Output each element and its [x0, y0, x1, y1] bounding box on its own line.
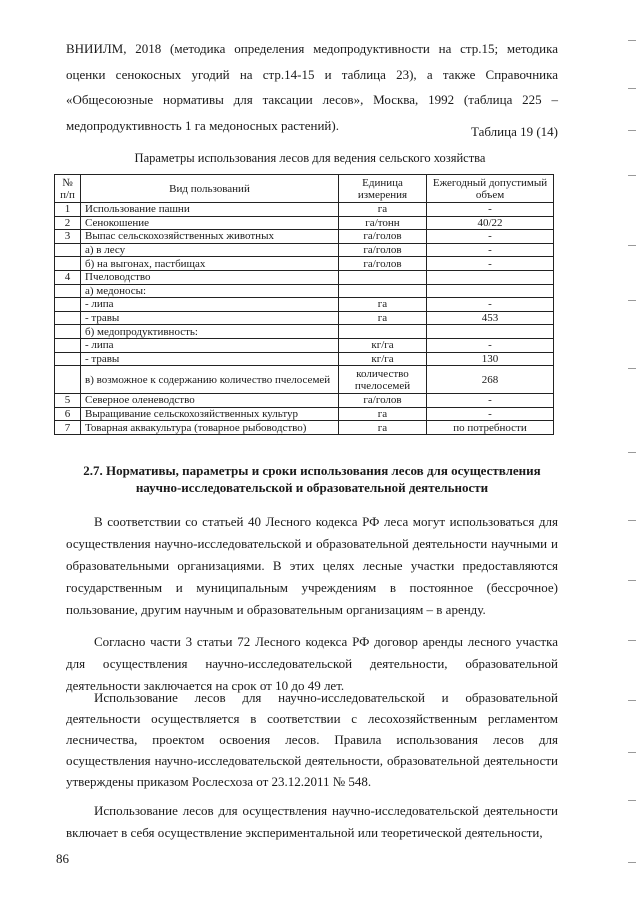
row-volume [427, 284, 554, 298]
row-volume: - [427, 394, 554, 408]
table-caption: Параметры использования лесов для ведения сельского хозяйства [134, 151, 486, 165]
table-row [55, 338, 554, 352]
row-num: 6 [55, 407, 81, 421]
row-num: 2 [55, 216, 81, 230]
table-row [55, 298, 554, 312]
row-num: 5 [55, 394, 81, 408]
table-row [55, 216, 554, 230]
row-unit: га [339, 407, 427, 421]
row-name: Северное оленеводство [81, 394, 339, 408]
row-num: 1 [55, 203, 81, 217]
row-volume: - [427, 407, 554, 421]
header-unit: Единица измерения [339, 175, 427, 203]
row-volume [427, 270, 554, 284]
row-unit: количество пчелосемей [339, 366, 427, 394]
paragraph: Использование лесов для осуществления научно-исследовательской деятельности включает в себя осуществление экспериментальной или теоретической деятельности, [66, 803, 558, 840]
row-volume: 130 [427, 352, 554, 366]
page-number: 86 [56, 851, 69, 866]
row-unit: га/голов [339, 394, 427, 408]
row-num [55, 311, 81, 325]
row-volume: - [427, 230, 554, 244]
table-number: Таблица 19 (14) [470, 124, 558, 139]
row-name: в) возможное к содержанию количество пчелосемей [81, 366, 339, 394]
row-name: Товарная аквакультура (товарное рыбоводство) [81, 421, 339, 435]
header-name: Вид пользований [81, 175, 339, 203]
row-name: - травы [81, 352, 339, 366]
table-row [55, 257, 554, 271]
row-volume: 268 [427, 366, 554, 394]
row-num [55, 366, 81, 394]
row-unit [339, 325, 427, 339]
row-name: Выращивание сельскохозяйственных культур [81, 407, 339, 421]
row-unit [339, 284, 427, 298]
row-num: 7 [55, 421, 81, 435]
row-unit: га/голов [339, 243, 427, 257]
row-volume [427, 325, 554, 339]
table-row [55, 243, 554, 257]
table-row [55, 352, 554, 366]
row-volume: 40/22 [427, 216, 554, 230]
scan-edge-marks [622, 0, 640, 905]
row-name: - травы [81, 311, 339, 325]
row-name: б) медопродуктивность: [81, 325, 339, 339]
row-unit: га [339, 203, 427, 217]
table-row [55, 230, 554, 244]
row-unit: кг/га [339, 352, 427, 366]
row-name: Сенокошение [81, 216, 339, 230]
row-num [55, 257, 81, 271]
row-name: а) в лесу [81, 243, 339, 257]
row-unit: га [339, 298, 427, 312]
table-row [55, 366, 554, 394]
row-name: Выпас сельскохозяйственных животных [81, 230, 339, 244]
row-num [55, 298, 81, 312]
table-row [55, 284, 554, 298]
header-volume: Ежегодный допустимый объем [427, 175, 554, 203]
row-volume: - [427, 257, 554, 271]
row-unit: га [339, 311, 427, 325]
row-num [55, 352, 81, 366]
row-unit: га [339, 421, 427, 435]
row-num: 4 [55, 270, 81, 284]
row-name: Использование пашни [81, 203, 339, 217]
row-unit [339, 270, 427, 284]
row-volume: - [427, 243, 554, 257]
table-row [55, 325, 554, 339]
row-name: - липа [81, 298, 339, 312]
row-unit: кг/га [339, 338, 427, 352]
intro-paragraph: ВНИИЛМ, 2018 (методика определения медопродуктивности на стр.15; методика оценки сенокосных угодий на стр.14-15 и таблица 23), а также Справочника «Общесоюзные нормативы для таксации лесов», Москва, 1992 (таблица 225 – медопродуктивность 1 га медоносных растений). [66, 41, 558, 133]
section-heading: 2.7. Нормативы, параметры и сроки использования лесов для осуществления научно-исследовательской и образовательной деятельности [83, 463, 541, 495]
table-row [55, 311, 554, 325]
table-row [55, 407, 554, 421]
row-volume: - [427, 338, 554, 352]
row-volume: по потребности [427, 421, 554, 435]
row-name: б) на выгонах, пастбищах [81, 257, 339, 271]
table-row [55, 203, 554, 217]
row-unit: га/тонн [339, 216, 427, 230]
row-num [55, 325, 81, 339]
table-row [55, 270, 554, 284]
table-row [55, 394, 554, 408]
row-name: - липа [81, 338, 339, 352]
parameters-table [54, 174, 554, 435]
row-name: а) медоносы: [81, 284, 339, 298]
row-volume: 453 [427, 311, 554, 325]
row-num: 3 [55, 230, 81, 244]
row-unit: га/голов [339, 230, 427, 244]
row-volume: - [427, 203, 554, 217]
row-num [55, 243, 81, 257]
paragraph: В соответствии со статьей 40 Лесного кодекса РФ леса могут использоваться для осуществления научно-исследовательской и образовательной деятельности научными и образовательными организациями. В этих целях лесные участки предоставляются государственным и муниципальным учреждениям в постоянное (бессрочное) пользование, другим научным и образовательным организациям – в аренду. [66, 514, 558, 617]
row-num [55, 338, 81, 352]
table-row [55, 421, 554, 435]
row-num [55, 284, 81, 298]
row-name: Пчеловодство [81, 270, 339, 284]
table-header-row [55, 175, 554, 203]
row-volume: - [427, 298, 554, 312]
paragraph: Согласно части 3 статьи 72 Лесного кодекса РФ договор аренды лесного участка для осуществления научно-исследовательской деятельности, образовательной деятельности заключается на срок от 10 до 49 лет. [66, 634, 558, 693]
paragraph: Использование лесов для научно-исследовательской и образовательной деятельности осуществляется в соответствии с лесохозяйственным регламентом лесничества, проектом освоения лесов. Правила использования лесов для осуществления научно-исследовательской деятельности, образовательной деятельности утверждены приказом Рослесхоза от 23.12.2011 № 548. [66, 690, 558, 789]
row-unit: га/голов [339, 257, 427, 271]
header-num: № п/п [55, 175, 81, 203]
